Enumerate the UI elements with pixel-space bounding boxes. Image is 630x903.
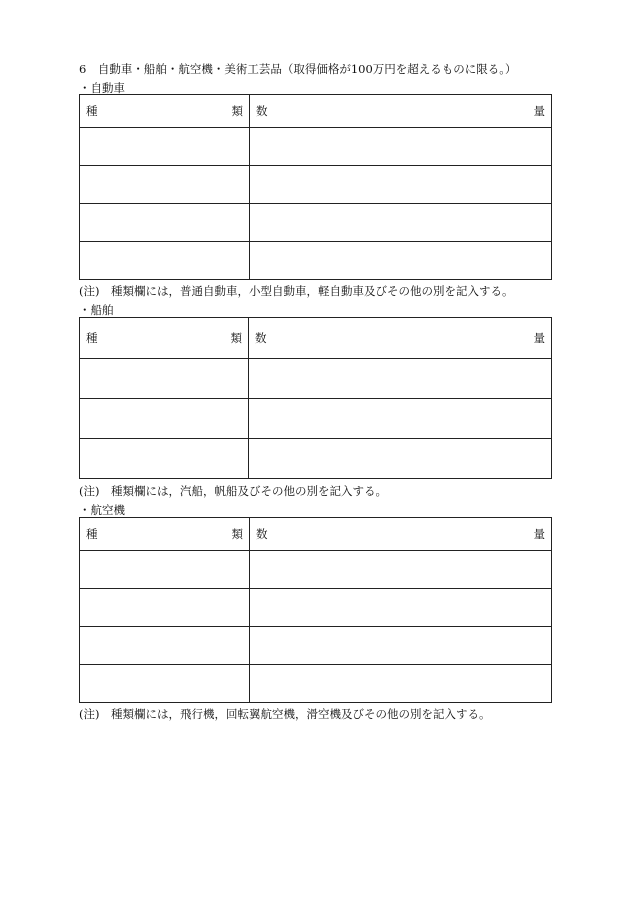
table-row	[80, 128, 552, 166]
kind-cell[interactable]	[80, 359, 249, 399]
kind-cell[interactable]	[80, 551, 250, 589]
table-row	[80, 399, 552, 439]
aircraft-title: ・航空機	[79, 503, 125, 517]
kind-cell[interactable]	[80, 399, 249, 439]
kind-cell[interactable]	[80, 128, 250, 166]
automobile-title: ・自動車	[79, 81, 125, 95]
kind-cell[interactable]	[80, 166, 250, 204]
table-row	[80, 551, 552, 589]
quantity-header	[250, 518, 552, 551]
table-header-row	[80, 518, 552, 551]
automobile-table	[79, 94, 552, 280]
quantity-label-b: 量	[533, 104, 545, 118]
aircraft-table	[79, 517, 552, 703]
quantity-cell[interactable]	[249, 359, 552, 399]
table-row	[80, 439, 552, 479]
aircraft-note: (注) 種類欄には，飛行機，回転翼航空機，滑空機及びその他の別を記入する。	[79, 707, 491, 721]
quantity-cell[interactable]	[250, 204, 552, 242]
table-row	[80, 589, 552, 627]
table-row	[80, 359, 552, 399]
table-row	[80, 242, 552, 280]
table-header-row	[80, 318, 552, 359]
kind-cell[interactable]	[80, 589, 250, 627]
quantity-label-a: 数	[256, 527, 268, 541]
kind-label-b: 類	[231, 527, 243, 541]
kind-cell[interactable]	[80, 204, 250, 242]
quantity-label-a: 数	[255, 331, 267, 345]
kind-cell[interactable]	[80, 627, 250, 665]
quantity-label-b: 量	[533, 331, 545, 345]
table-row	[80, 166, 552, 204]
table-row	[80, 665, 552, 703]
quantity-label-a: 数	[256, 104, 268, 118]
kind-label-a: 種	[86, 527, 98, 541]
quantity-cell[interactable]	[250, 166, 552, 204]
table-header-row	[80, 95, 552, 128]
kind-cell[interactable]	[80, 439, 249, 479]
table-row	[80, 627, 552, 665]
ship-title: ・船舶	[79, 303, 114, 317]
automobile-note: (注) 種類欄には，普通自動車，小型自動車，軽自動車及びその他の別を記入する。	[79, 284, 514, 298]
kind-cell[interactable]	[80, 242, 250, 280]
kind-header	[80, 518, 250, 551]
quantity-cell[interactable]	[250, 589, 552, 627]
quantity-cell[interactable]	[250, 242, 552, 280]
kind-header	[80, 318, 249, 359]
kind-cell[interactable]	[80, 665, 250, 703]
quantity-cell[interactable]	[250, 128, 552, 166]
quantity-cell[interactable]	[250, 551, 552, 589]
kind-label-a: 種	[86, 331, 98, 345]
table-row	[80, 204, 552, 242]
section-heading: 6 自動車・船舶・航空機・美術工芸品（取得価格が100万円を超えるものに限る。）	[79, 62, 517, 76]
ship-table	[79, 317, 552, 479]
quantity-cell[interactable]	[249, 399, 552, 439]
quantity-cell[interactable]	[250, 665, 552, 703]
quantity-header	[250, 95, 552, 128]
kind-header	[80, 95, 250, 128]
quantity-cell[interactable]	[249, 439, 552, 479]
kind-label-b: 類	[231, 104, 243, 118]
quantity-cell[interactable]	[250, 627, 552, 665]
quantity-header	[249, 318, 552, 359]
ship-note: (注) 種類欄には，汽船，帆船及びその他の別を記入する。	[79, 484, 387, 498]
kind-label-b: 類	[230, 331, 242, 345]
kind-label-a: 種	[86, 104, 98, 118]
quantity-label-b: 量	[533, 527, 545, 541]
